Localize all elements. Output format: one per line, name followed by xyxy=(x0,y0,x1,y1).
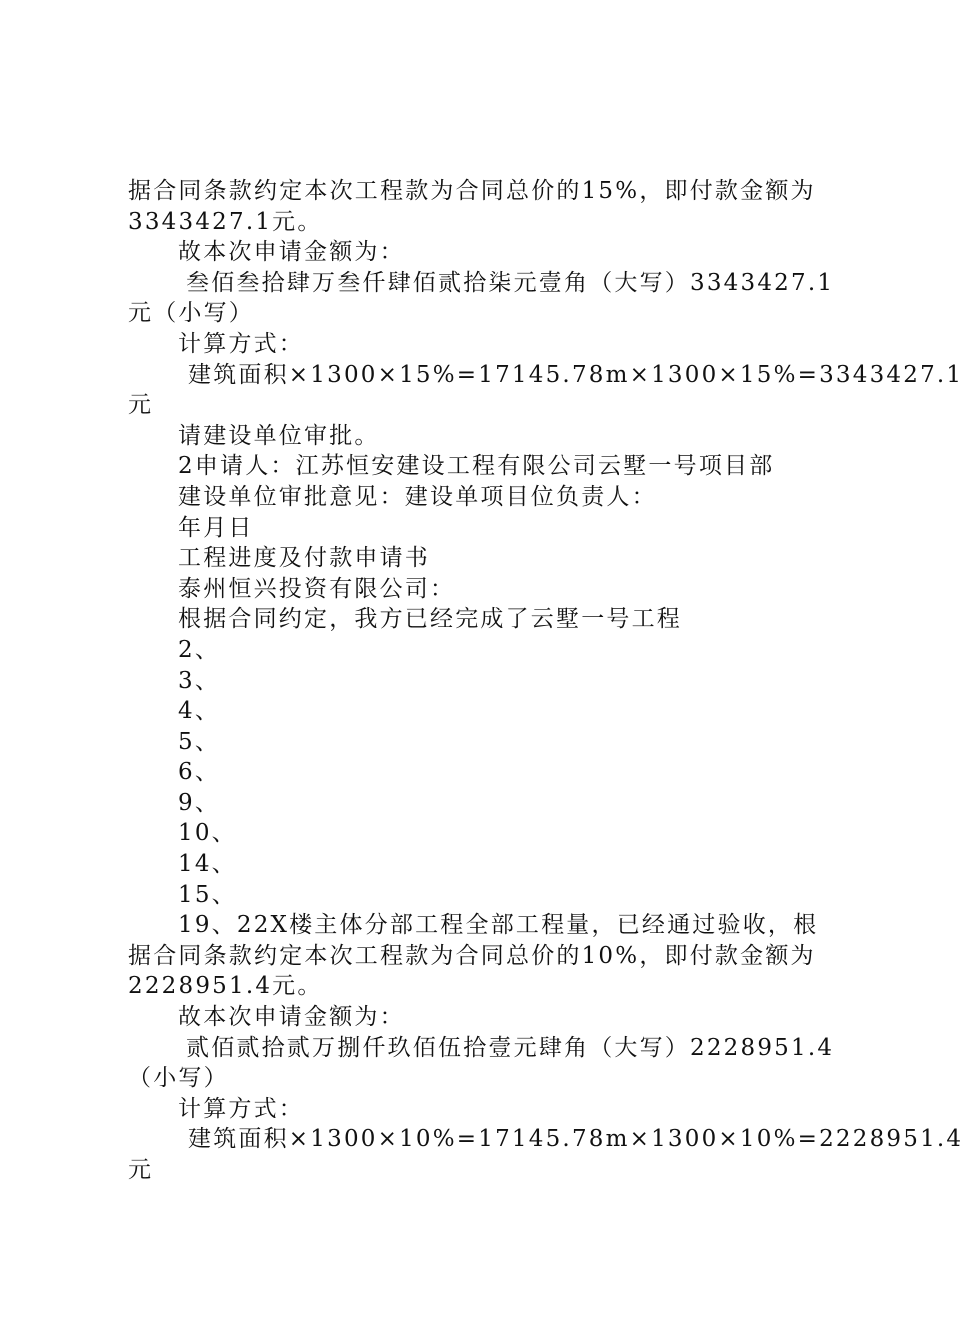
text-line: 计算方式： xyxy=(178,330,304,357)
text-line: 建设单位审批意见：建设单项目位负责人： xyxy=(178,483,657,510)
text-line: 19、22X楼主体分部工程全部工程量，已经通过验收，根 xyxy=(178,912,819,939)
text-line: 元 xyxy=(128,1157,154,1183)
text-line: 计算方式： xyxy=(178,1095,304,1122)
text-line: 建筑面积×1300×15%=17145.78m×1300×15%=3343427.1 xyxy=(188,361,963,388)
text-line: 5、 xyxy=(178,728,221,755)
text-line: 6、 xyxy=(178,759,221,786)
text-line: 据合同条款约定本次工程款为合同总价的15%，即付款金额为 xyxy=(128,178,816,204)
text-line: 15、 xyxy=(178,881,237,908)
text-line: 泰州恒兴投资有限公司： xyxy=(178,575,456,602)
document-body xyxy=(128,176,963,1186)
text-line: 2228951.4元。 xyxy=(128,973,323,1000)
text-line: 工程进度及付款申请书 xyxy=(178,545,430,572)
text-line: 根据合同约定，我方已经完成了云墅一号工程 xyxy=(178,606,682,633)
text-line: 年月日 xyxy=(178,514,254,541)
text-line: 据合同条款约定本次工程款为合同总价的10%，即付款金额为 xyxy=(128,942,816,969)
text-line: 元 xyxy=(128,392,154,419)
text-line: 2申请人：江苏恒安建设工程有限公司云墅一号项目部 xyxy=(178,453,775,480)
text-line: 3343427.1元。 xyxy=(128,208,323,235)
text-line: 请建设单位审批。 xyxy=(178,422,380,449)
text-line: 贰佰贰拾贰万捌仟玖佰伍拾壹元肆角（大写）2228951.4 xyxy=(186,1034,835,1061)
text-line: 故本次申请金额为： xyxy=(178,239,405,266)
text-line: 叁佰叁拾肆万叁仟肆佰贰拾柒元壹角（大写）3343427.1 xyxy=(186,269,835,296)
text-line: 3、 xyxy=(178,667,221,694)
text-line: 10、 xyxy=(178,820,237,847)
text-line: 故本次申请金额为： xyxy=(178,1004,405,1031)
text-line: （小写） xyxy=(128,1065,229,1092)
text-line: 9、 xyxy=(178,789,221,816)
text-line: 元（小写） xyxy=(128,300,254,327)
text-line: 建筑面积×1300×10%=17145.78m×1300×10%=2228951.4 xyxy=(188,1126,963,1153)
text-line: 14、 xyxy=(178,851,237,878)
text-line: 2、 xyxy=(178,636,221,663)
text-line: 4、 xyxy=(178,698,221,725)
